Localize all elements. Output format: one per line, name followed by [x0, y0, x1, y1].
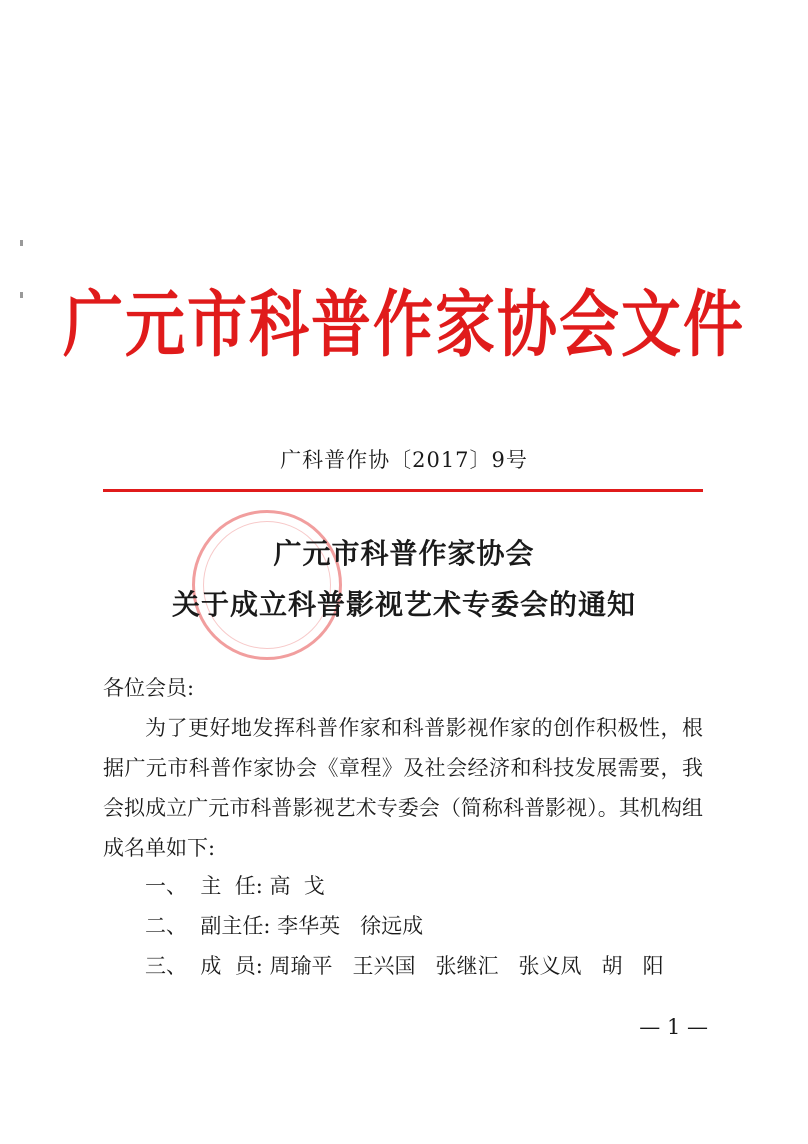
header-divider — [103, 489, 703, 492]
document-number: 广科普作协〔2017〕9号 — [280, 448, 528, 472]
member-line-members: 三、 成 员: 周瑜平 王兴国 张继汇 张义凤 胡 阳 — [145, 954, 664, 978]
notice-title-line2: 关于成立科普影视艺术专委会的通知 — [171, 588, 636, 621]
member-line-director: 一、 主 任: 高 戈 — [145, 874, 325, 898]
document-header-title: 广元市科普作家协会文件 — [63, 283, 745, 368]
notice-title-line1: 广元市科普作家协会 — [273, 537, 535, 570]
body-paragraph: 为了更好地发挥科普作家和科普影视作家的创作积极性，根据广元市科普作家协会《章程》及社会经济和科技发展需要，我会拟成立广元市科普影视艺术专委会（简称科普影视）。其机构组成名单如下: — [103, 716, 703, 860]
page-number: — 1 — — [639, 1015, 708, 1039]
salutation: 各位会员: — [103, 676, 195, 700]
scan-mark — [20, 240, 23, 246]
member-line-deputy-director: 二、 副主任: 李华英 徐远成 — [145, 914, 424, 938]
